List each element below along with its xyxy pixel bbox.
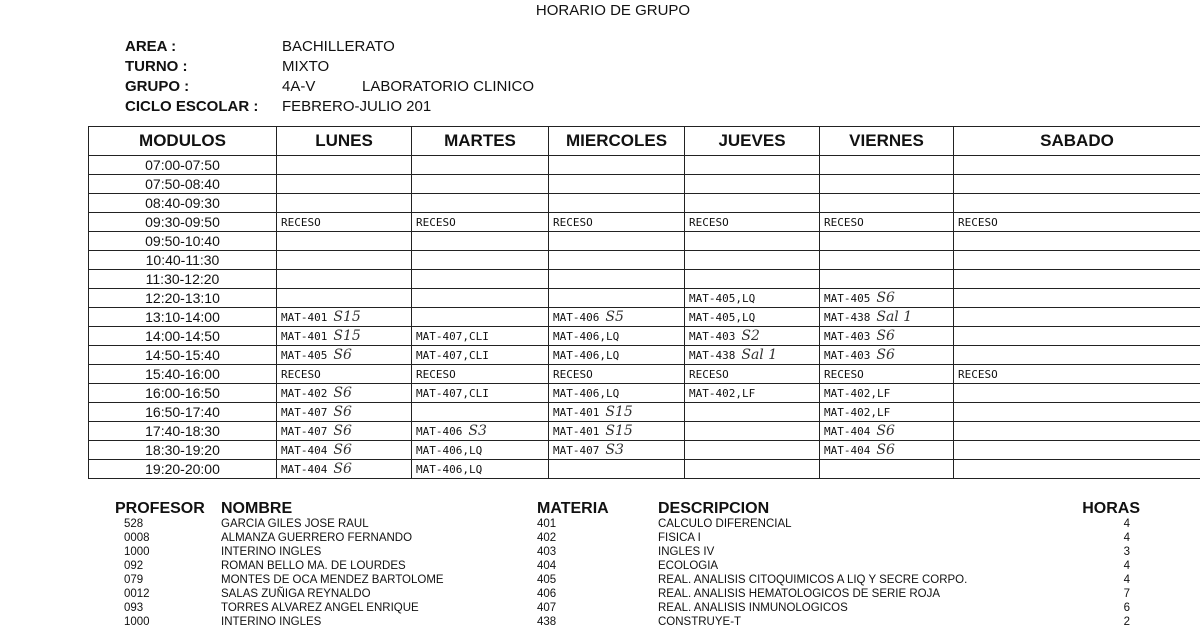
professor-profesor: 528: [124, 518, 144, 530]
col-header-materia: MATERIA: [537, 500, 609, 517]
schedule-cell: [412, 289, 549, 308]
schedule-cell: [549, 289, 685, 308]
schedule-cell: [954, 308, 1200, 327]
schedule-cell: [412, 441, 549, 460]
professor-materia: 402: [537, 532, 557, 544]
class-code: MAT-404: [824, 444, 871, 457]
professor-nombre: SALAS ZUÑIGA REYNALDO: [221, 588, 371, 600]
professor-descripcion: INGLES IV: [658, 546, 715, 558]
class-code: MAT-407: [281, 425, 328, 438]
module-time: 07:50-08:40: [89, 175, 277, 194]
handwritten-room-note: S6: [876, 442, 895, 458]
professor-materia: 405: [537, 574, 557, 586]
schedule-cell: [549, 232, 685, 251]
schedule-cell: [954, 175, 1200, 194]
schedule-row: [89, 289, 1200, 308]
schedule-cell: [954, 213, 1200, 232]
schedule-cell: [412, 384, 549, 403]
schedule-cell: [954, 365, 1200, 384]
turno-label: TURNO :: [125, 58, 188, 75]
schedule-cell: [820, 403, 954, 422]
class-code: RECESO: [824, 367, 864, 381]
handwritten-room-note: Sal 1: [741, 347, 778, 363]
schedule-cell: [685, 346, 820, 365]
schedule-header-4: JUEVES: [685, 127, 820, 156]
schedule-cell: [549, 194, 685, 213]
schedule-cell: [820, 460, 954, 479]
schedule-cell: [820, 441, 954, 460]
professor-profesor: 1000: [124, 616, 150, 628]
schedule-cell: [412, 365, 549, 384]
schedule-row: [89, 327, 1200, 346]
schedule-row: [89, 308, 1200, 327]
professor-horas: 6: [1123, 602, 1130, 614]
schedule-row: [89, 403, 1200, 422]
schedule-cell: [412, 232, 549, 251]
module-time: 19:20-20:00: [89, 460, 277, 479]
schedule-cell: [685, 327, 820, 346]
class-code: MAT-401: [553, 406, 600, 419]
schedule-cell: [549, 175, 685, 194]
ciclo-row: [125, 97, 534, 117]
schedule-cell: [685, 422, 820, 441]
class-code: RECESO: [958, 215, 998, 229]
professor-row: [0, 574, 1200, 588]
schedule-cell: [277, 403, 412, 422]
schedule-cell: [954, 346, 1200, 365]
professor-nombre: INTERINO INGLES: [221, 546, 322, 558]
handwritten-room-note: S2: [741, 328, 760, 344]
class-code: MAT-407: [553, 444, 600, 457]
class-code: MAT-402,LF: [824, 405, 891, 419]
schedule-cell: [277, 251, 412, 270]
schedule-cell: [820, 422, 954, 441]
professor-descripcion: FISICA I: [658, 532, 701, 544]
schedule-row: [89, 270, 1200, 289]
handwritten-room-note: S6: [876, 328, 895, 344]
class-code: MAT-403: [824, 330, 871, 343]
professor-row: [0, 560, 1200, 574]
handwritten-room-note: Sal 1: [876, 309, 913, 325]
module-time: 10:40-11:30: [89, 251, 277, 270]
schedule-cell: [277, 365, 412, 384]
class-code: RECESO: [416, 367, 456, 381]
professor-horas: 4: [1123, 560, 1130, 572]
schedule-cell: [549, 384, 685, 403]
grupo-value: 4A-V: [282, 78, 316, 95]
class-code: MAT-407,CLI: [416, 348, 489, 362]
schedule-cell: [412, 175, 549, 194]
schedule-cell: [549, 403, 685, 422]
schedule-cell: [412, 346, 549, 365]
schedule-cell: [954, 232, 1200, 251]
schedule-row: [89, 422, 1200, 441]
schedule-cell: [412, 460, 549, 479]
module-time: 11:30-12:20: [89, 270, 277, 289]
professor-nombre: MONTES DE OCA MENDEZ BARTOLOME: [221, 574, 444, 586]
professor-descripcion: REAL. ANALISIS HEMATOLOGICOS DE SERIE ROJA: [658, 588, 941, 600]
schedule-row: [89, 365, 1200, 384]
schedule-cell: [412, 251, 549, 270]
module-time: 08:40-09:30: [89, 194, 277, 213]
schedule-cell: [277, 270, 412, 289]
schedule-cell: [685, 175, 820, 194]
class-code: MAT-406,LQ: [553, 348, 620, 362]
class-code: MAT-406,LQ: [416, 462, 483, 476]
schedule-cell: [685, 213, 820, 232]
handwritten-room-note: S5: [605, 309, 624, 325]
schedule-cell: [820, 232, 954, 251]
class-code: MAT-402,LF: [824, 386, 891, 400]
schedule-cell: [549, 156, 685, 175]
handwritten-room-note: S6: [876, 290, 895, 306]
class-code: MAT-402: [281, 387, 328, 400]
professor-row: [0, 546, 1200, 560]
schedule-cell: [549, 251, 685, 270]
schedule-cell: [685, 308, 820, 327]
schedule-cell: [685, 156, 820, 175]
class-code: MAT-438: [824, 311, 871, 324]
schedule-cell: [820, 308, 954, 327]
class-code: RECESO: [281, 367, 321, 381]
professor-horas: 3: [1123, 546, 1130, 558]
class-code: RECESO: [958, 367, 998, 381]
class-code: RECESO: [824, 215, 864, 229]
schedule-cell: [820, 156, 954, 175]
schedule-cell: [549, 346, 685, 365]
schedule-cell: [685, 194, 820, 213]
professor-materia: 407: [537, 602, 557, 614]
col-header-nombre: NOMBRE: [221, 500, 293, 517]
class-code: MAT-405,LQ: [689, 291, 756, 305]
professor-profesor: 093: [124, 602, 144, 614]
professor-nombre: INTERINO INGLES: [221, 616, 322, 628]
schedule-cell: [954, 384, 1200, 403]
schedule-cell: [412, 194, 549, 213]
class-code: MAT-405: [824, 292, 871, 305]
professor-profesor: 092: [124, 560, 144, 572]
schedule-body: [89, 156, 1200, 479]
class-code: MAT-405,LQ: [689, 310, 756, 324]
schedule-cell: [820, 270, 954, 289]
schedule-cell: [277, 441, 412, 460]
schedule-cell: [277, 232, 412, 251]
schedule-cell: [685, 384, 820, 403]
professor-horas: 4: [1123, 518, 1130, 530]
schedule-cell: [685, 460, 820, 479]
schedule-cell: [549, 365, 685, 384]
class-code: MAT-401: [281, 311, 328, 324]
professor-nombre: GARCIA GILES JOSE RAUL: [221, 518, 369, 530]
col-header-descripcion: DESCRIPCION: [658, 500, 770, 517]
handwritten-room-note: S15: [605, 423, 633, 439]
schedule-cell: [277, 308, 412, 327]
class-code: MAT-401: [553, 425, 600, 438]
schedule-header-2: MARTES: [412, 127, 549, 156]
professor-materia: 438: [537, 616, 557, 628]
schedule-cell: [820, 384, 954, 403]
professor-nombre: TORRES ALVAREZ ANGEL ENRIQUE: [221, 602, 419, 614]
schedule-cell: [412, 403, 549, 422]
schedule-cell: [820, 346, 954, 365]
handwritten-room-note: S3: [468, 423, 487, 439]
professor-profesor: 1000: [124, 546, 150, 558]
schedule-cell: [954, 327, 1200, 346]
turno-row: [125, 57, 534, 77]
schedule-row: [89, 460, 1200, 479]
schedule-row: [89, 156, 1200, 175]
professor-row: [0, 602, 1200, 616]
schedule-header-5: VIERNES: [820, 127, 954, 156]
schedule-cell: [954, 422, 1200, 441]
class-code: RECESO: [281, 215, 321, 229]
class-code: RECESO: [553, 367, 593, 381]
professor-profesor: 079: [124, 574, 144, 586]
handwritten-room-note: S15: [333, 309, 361, 325]
handwritten-room-note: S6: [333, 442, 352, 458]
schedule-cell: [685, 365, 820, 384]
class-code: MAT-406: [553, 311, 600, 324]
grupo-row: [125, 77, 534, 97]
class-code: MAT-407,CLI: [416, 386, 489, 400]
professor-nombre: ROMAN BELLO MA. DE LOURDES: [221, 560, 406, 572]
handwritten-room-note: S6: [876, 347, 895, 363]
schedule-row: [89, 251, 1200, 270]
schedule-cell: [277, 194, 412, 213]
class-code: MAT-403: [824, 349, 871, 362]
professor-materia: 406: [537, 588, 557, 600]
area-row: [125, 37, 534, 57]
schedule-cell: [412, 156, 549, 175]
module-time: 09:30-09:50: [89, 213, 277, 232]
professor-nombre: ALMANZA GUERRERO FERNANDO: [221, 532, 413, 544]
handwritten-room-note: S6: [876, 423, 895, 439]
professor-row: [0, 532, 1200, 546]
class-code: MAT-406,LQ: [416, 443, 483, 457]
class-code: MAT-404: [281, 463, 328, 476]
col-header-profesor: PROFESOR: [115, 500, 205, 517]
grupo-label: GRUPO :: [125, 78, 190, 95]
professor-profesor: 0012: [124, 588, 150, 600]
class-code: RECESO: [689, 215, 729, 229]
schedule-cell: [820, 213, 954, 232]
schedule-cell: [412, 270, 549, 289]
schedule-cell: [277, 289, 412, 308]
schedule-cell: [277, 213, 412, 232]
schedule-cell: [954, 460, 1200, 479]
class-code: MAT-403: [689, 330, 736, 343]
professor-horas: 4: [1123, 532, 1130, 544]
professors-header: [0, 500, 1200, 518]
area-value: BACHILLERATO: [282, 38, 395, 55]
schedule-header-row: [89, 127, 1200, 156]
class-code: MAT-407,CLI: [416, 329, 489, 343]
professor-descripcion: REAL. ANALISIS INMUNOLOGICOS: [658, 602, 848, 614]
schedule-cell: [954, 194, 1200, 213]
professor-descripcion: REAL. ANALISIS CITOQUIMICOS A LIQ Y SECRE CORPO.: [658, 574, 968, 586]
handwritten-room-note: S3: [605, 442, 624, 458]
schedule-cell: [954, 403, 1200, 422]
handwritten-room-note: S6: [333, 423, 352, 439]
schedule-cell: [820, 365, 954, 384]
schedule-cell: [549, 327, 685, 346]
class-code: MAT-404: [281, 444, 328, 457]
schedule-cell: [277, 327, 412, 346]
class-code: MAT-406,LQ: [553, 386, 620, 400]
schedule-header-1: LUNES: [277, 127, 412, 156]
module-time: 17:40-18:30: [89, 422, 277, 441]
schedule-cell: [954, 251, 1200, 270]
schedule-row: [89, 384, 1200, 403]
professor-materia: 401: [537, 518, 557, 530]
class-code: MAT-402,LF: [689, 386, 756, 400]
schedule-cell: [954, 156, 1200, 175]
schedule-cell: [820, 327, 954, 346]
module-time: 15:40-16:00: [89, 365, 277, 384]
professor-horas: 4: [1123, 574, 1130, 586]
professor-profesor: 0008: [124, 532, 150, 544]
schedule-cell: [277, 422, 412, 441]
schedule-cell: [277, 156, 412, 175]
schedule-cell: [820, 175, 954, 194]
schedule-cell: [549, 422, 685, 441]
class-code: RECESO: [416, 215, 456, 229]
schedule-cell: [685, 270, 820, 289]
professor-materia: 404: [537, 560, 557, 572]
ciclo-label: CICLO ESCOLAR :: [125, 98, 259, 115]
schedule-cell: [685, 441, 820, 460]
class-code: MAT-438: [689, 349, 736, 362]
group-info: [125, 37, 534, 117]
schedule-header-0: MODULOS: [89, 127, 277, 156]
module-time: 16:50-17:40: [89, 403, 277, 422]
schedule-cell: [954, 441, 1200, 460]
schedule-row: [89, 175, 1200, 194]
schedule-cell: [685, 232, 820, 251]
schedule-cell: [412, 213, 549, 232]
schedule-row: [89, 441, 1200, 460]
schedule-row: [89, 213, 1200, 232]
module-time: 16:00-16:50: [89, 384, 277, 403]
class-code: MAT-404: [824, 425, 871, 438]
module-time: 18:30-19:20: [89, 441, 277, 460]
schedule-cell: [277, 346, 412, 365]
schedule-cell: [820, 289, 954, 308]
schedule-cell: [412, 308, 549, 327]
module-time: 12:20-13:10: [89, 289, 277, 308]
class-code: RECESO: [689, 367, 729, 381]
col-header-horas: HORAS: [1082, 500, 1140, 517]
professor-row: [0, 588, 1200, 602]
schedule-cell: [685, 251, 820, 270]
schedule-row: [89, 232, 1200, 251]
turno-value: MIXTO: [282, 58, 330, 75]
ciclo-value: FEBRERO-JULIO 201: [282, 98, 432, 115]
schedule-cell: [412, 422, 549, 441]
schedule-header-6: SABADO: [954, 127, 1200, 156]
handwritten-room-note: S15: [333, 328, 361, 344]
class-code: RECESO: [553, 215, 593, 229]
schedule-row: [89, 194, 1200, 213]
schedule-cell: [277, 175, 412, 194]
class-code: MAT-405: [281, 349, 328, 362]
module-time: 07:00-07:50: [89, 156, 277, 175]
professor-descripcion: CONSTRUYE-T: [658, 616, 742, 628]
module-time: 09:50-10:40: [89, 232, 277, 251]
schedule-cell: [549, 270, 685, 289]
schedule-row: [89, 346, 1200, 365]
class-code: MAT-407: [281, 406, 328, 419]
professor-row: [0, 616, 1200, 630]
professors-list: [0, 518, 1200, 630]
handwritten-room-note: S6: [333, 385, 352, 401]
area-label: AREA :: [125, 38, 177, 55]
schedule-cell: [954, 270, 1200, 289]
schedule-cell: [277, 460, 412, 479]
schedule-cell: [549, 213, 685, 232]
class-code: MAT-406,LQ: [553, 329, 620, 343]
handwritten-room-note: S15: [605, 404, 633, 420]
schedule-table: [88, 126, 1200, 479]
module-time: 13:10-14:00: [89, 308, 277, 327]
document-title: HORARIO DE GRUPO: [535, 2, 691, 19]
schedule-cell: [820, 194, 954, 213]
class-code: MAT-401: [281, 330, 328, 343]
schedule-header-3: MIERCOLES: [549, 127, 685, 156]
grupo-description: LABORATORIO CLINICO: [362, 78, 534, 95]
handwritten-room-note: S6: [333, 461, 352, 477]
class-code: MAT-406: [416, 425, 463, 438]
schedule-cell: [820, 251, 954, 270]
schedule-cell: [412, 327, 549, 346]
professor-descripcion: ECOLOGIA: [658, 560, 719, 572]
schedule-cell: [685, 403, 820, 422]
schedule-cell: [549, 441, 685, 460]
professor-materia: 403: [537, 546, 557, 558]
professor-horas: 2: [1123, 616, 1130, 628]
handwritten-room-note: S6: [333, 347, 352, 363]
schedule-cell: [685, 289, 820, 308]
module-time: 14:50-15:40: [89, 346, 277, 365]
schedule-cell: [277, 384, 412, 403]
professor-horas: 7: [1123, 588, 1130, 600]
schedule-cell: [549, 308, 685, 327]
handwritten-room-note: S6: [333, 404, 352, 420]
schedule-cell: [549, 460, 685, 479]
professor-descripcion: CALCULO DIFERENCIAL: [658, 518, 792, 530]
module-time: 14:00-14:50: [89, 327, 277, 346]
schedule-cell: [954, 289, 1200, 308]
professor-row: [0, 518, 1200, 532]
